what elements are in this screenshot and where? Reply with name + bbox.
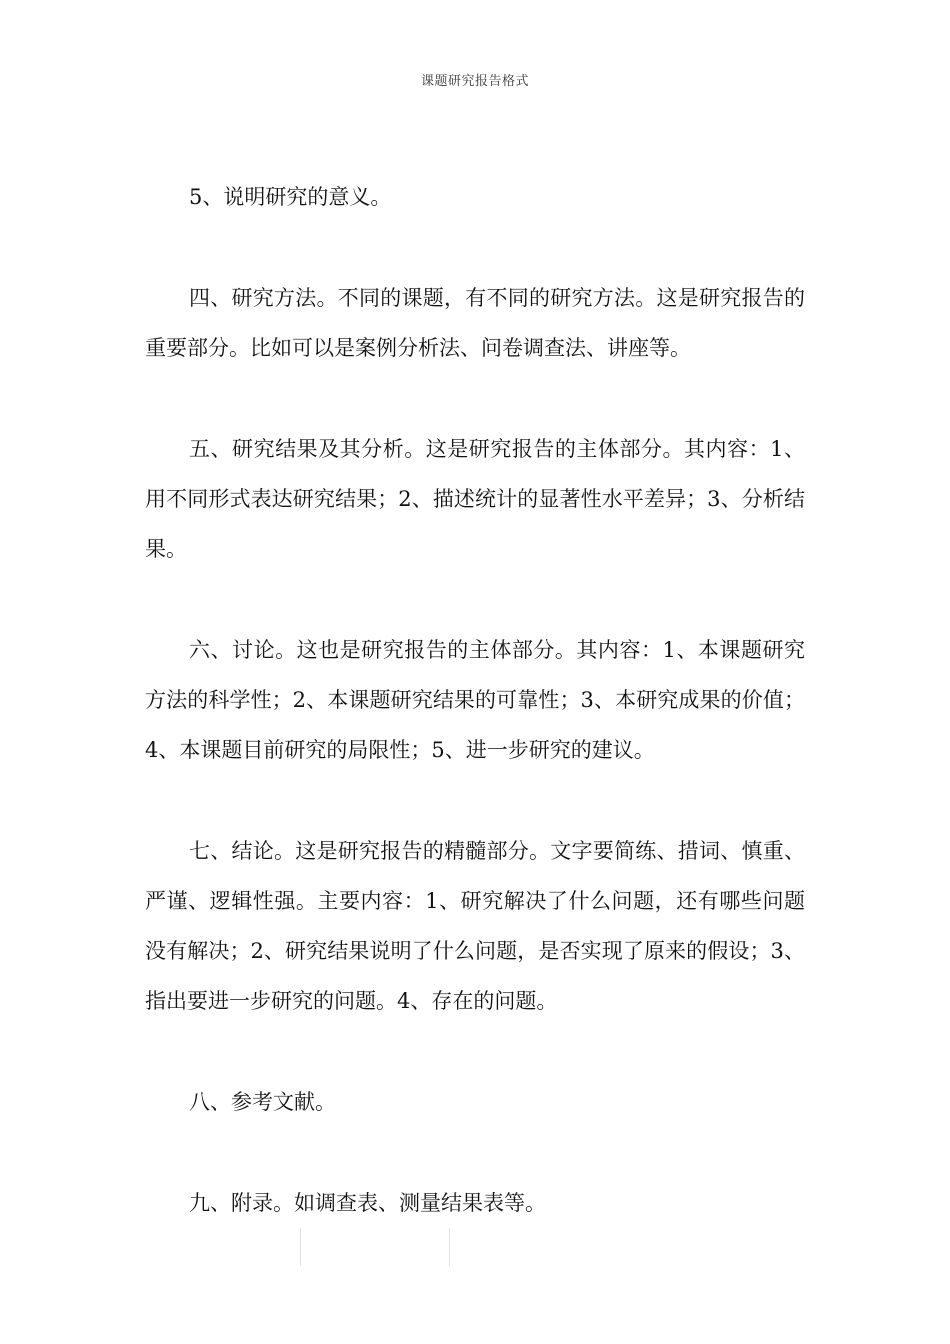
paragraph-gap [145, 222, 805, 273]
page-header-title: 课题研究报告格式 [420, 74, 529, 89]
paragraph-gap [145, 1026, 805, 1077]
paragraph-conclusion: 七、结论。这是研究报告的精髓部分。文字要简练、措词、慎重、严谨、逻辑性强。主要内容：1、研究解决了什么问题，还有哪些问题没有解决；2、研究结果说明了什么问题，是否实现了原来的假设；3、指出要进一步研究的问题。4、存在的问题。 [145, 839, 805, 1013]
paragraph-gap [145, 574, 805, 625]
paragraph-results-analysis: 五、研究结果及其分析。这是研究报告的主体部分。其内容：1、用不同形式表达研究结果；2、描述统计的显著性水平差异；3、分析结果。 [145, 437, 805, 561]
paragraph-research-methods: 四、研究方法。不同的课题，有不同的研究方法。这是研究报告的重要部分。比如可以是案例分析法、问卷调查法、讲座等。 [145, 286, 805, 360]
paragraph-significance: 5、说明研究的意义。 [189, 185, 392, 209]
footer-divider-lines [300, 1228, 450, 1266]
paragraph-gap [145, 1127, 805, 1178]
paragraph-references: 八、参考文献。 [189, 1090, 336, 1114]
paragraph-appendix: 九、附录。如调查表、测量结果表等。 [189, 1191, 546, 1215]
document-body [145, 172, 805, 1228]
paragraph-gap [145, 373, 805, 424]
paragraph-gap [145, 775, 805, 826]
paragraph-discussion: 六、讨论。这也是研究报告的主体部分。其内容：1、本课题研究方法的科学性；2、本课题研究结果的可靠性；3、本研究成果的价值；4、本课题目前研究的局限性；5、进一步研究的建议。 [145, 638, 805, 762]
